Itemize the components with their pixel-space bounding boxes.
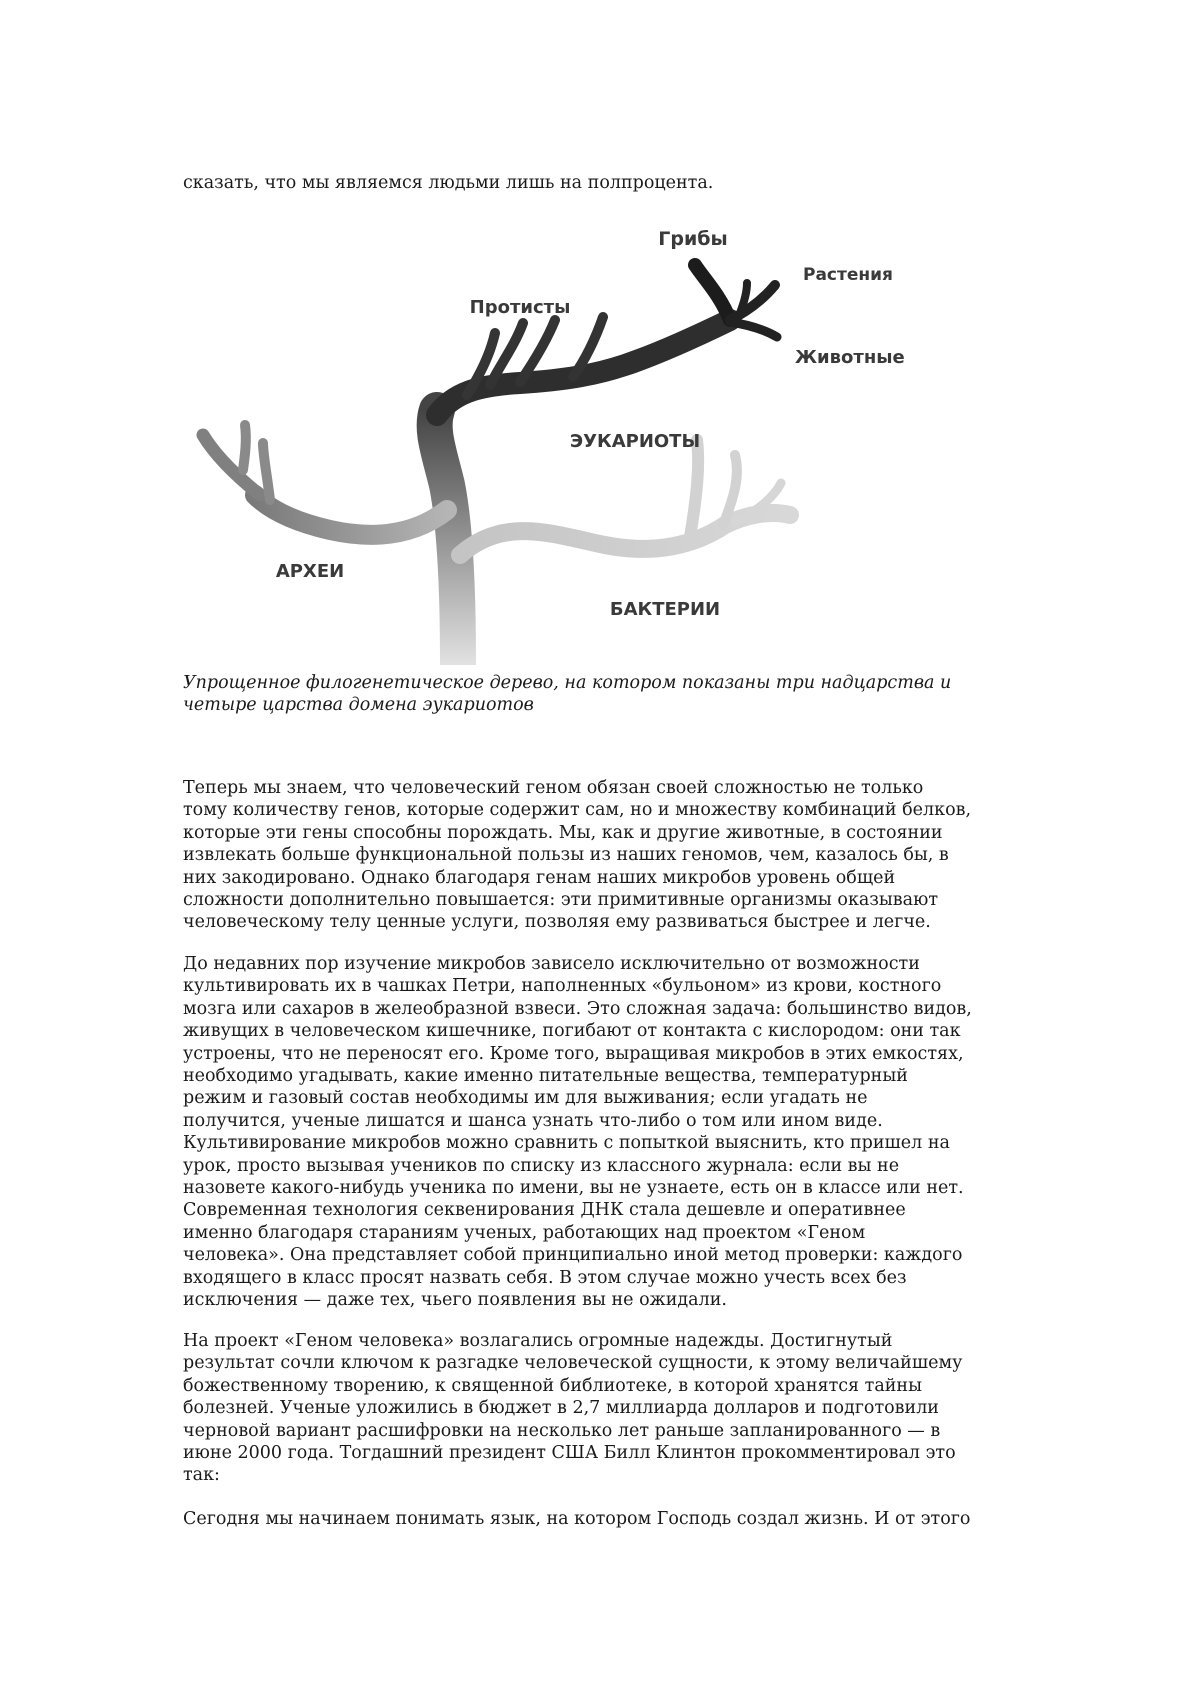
archaea-branch	[255, 495, 447, 535]
text-line: именно благодаря стараниям ученых, работающих над проектом «Геном	[183, 1222, 866, 1243]
intro-line: сказать, что мы являемся людьми лишь на полпроцента.	[183, 173, 714, 193]
text-line: культивировать их в чашках Петри, наполненных «бульоном» из крови, костного	[183, 976, 942, 997]
text-line: извлекать больше функциональной пользы из наших геномов, чем, казалось бы, в	[183, 845, 949, 866]
text-line: урок, просто вызывая учеников по списку из классного журнала: если вы не	[183, 1155, 900, 1176]
text-line: результат сочли ключом к разгадке человеческой сущности, к этому величайшему	[183, 1353, 963, 1374]
text-line: устроены, что не переносят его. Кроме того, выращивая микробов в этих емкостях,	[183, 1043, 964, 1064]
bacteria-label: БАКТЕРИИ	[609, 599, 721, 620]
text-line: Теперь мы знаем, что человеческий геном обязан своей сложностью не только	[183, 778, 924, 798]
text-line: болезней. Ученые уложились в бюджет в 2,7 миллиарда долларов и подготовили	[183, 1398, 939, 1419]
text-line: Современная технология секвенирования ДНК стала дешевле и оперативнее	[183, 1200, 906, 1221]
paragraph	[183, 777, 1043, 934]
text-line: получится, ученые лишатся и шанса узнать что-либо о том или ином виде.	[183, 1110, 883, 1131]
text-line: На проект «Геном человека» возлагались огромные надежды. Достигнутый	[183, 1331, 893, 1351]
text-line: них закодировано. Однако благодаря генам наших микробов уровень общей	[183, 867, 896, 888]
phylogenetic-tree-figure	[175, 225, 935, 665]
tree-labels	[276, 228, 905, 620]
text-line: сложности дополнительно повышается: эти примитивные организмы оказывают	[183, 890, 939, 911]
text-line: необходимо угадывать, какие именно питательные вещества, температурный	[183, 1066, 908, 1087]
fungi-branch	[695, 265, 730, 320]
paragraph	[183, 953, 1043, 1312]
text-line: человека». Она представляет собой принципиально иной метод проверки: каждого	[183, 1245, 963, 1266]
text-line: мозга или сахаров в желеобразной взвеси. Это сложная задача: большинство видов,	[183, 998, 972, 1019]
text-line: которые эти гены способны порождать. Мы, как и другие животные, в состоянии	[183, 822, 943, 843]
tree-trunk	[435, 410, 458, 665]
figure-caption	[183, 672, 1043, 717]
protists-label: Протисты	[469, 297, 571, 318]
text-line: Культивирование микробов можно сравнить с попыткой выяснить, кто пришел на	[183, 1133, 950, 1154]
text-line: живущих в человеческом кишечнике, погибают от контакта с кислородом: они так	[183, 1021, 961, 1042]
caption-line: Упрощенное филогенетическое дерево, на котором показаны три надцарства и	[183, 673, 952, 693]
text-line: тому количеству генов, которые содержит сам, но и множеству комбинаций белков,	[183, 800, 972, 821]
caption-line: четыре царства домена эукариотов	[183, 695, 534, 716]
text-line: режим и газовый состав необходимы им для выживания; если угадать не	[183, 1088, 868, 1109]
animals-branch	[730, 322, 777, 337]
text-line: июне 2000 года. Тогдашний президент США Билл Клинтон прокомментировал это	[183, 1443, 956, 1464]
animals-label: Животные	[795, 347, 905, 368]
last-line: Сегодня мы начинаем понимать язык, на котором Господь создал жизнь. И от этого	[183, 1509, 971, 1529]
text-line: божественному творению, к священной библиотеке, в которой хранятся тайны	[183, 1375, 923, 1396]
eukaryotes-label: ЭУКАРИОТЫ	[569, 431, 701, 452]
text-line: исключения — даже тех, чьего появления вы не ожидали.	[183, 1290, 727, 1311]
text-line: входящего в класс просят назвать себя. В этом случае можно учесть всех без	[183, 1267, 907, 1288]
plants-label: Растения	[803, 265, 893, 285]
fungi-label: Грибы	[658, 228, 728, 250]
paragraph	[183, 1330, 1043, 1487]
text-line: человеческому телу ценные услуги, позволяя ему развиваться быстрее и легче.	[183, 912, 931, 933]
text-line: назовете какого-нибудь ученика по имени, вы не узнаете, есть он в классе или нет.	[183, 1178, 964, 1199]
text-line: так:	[183, 1465, 220, 1486]
text-line: До недавних пор изучение микробов зависело исключительно от возможности	[183, 954, 920, 974]
text-line: черновой вариант расшифровки на несколько лет раньше запланированного — в	[183, 1420, 941, 1441]
archaea-label: АРХЕИ	[275, 561, 345, 582]
